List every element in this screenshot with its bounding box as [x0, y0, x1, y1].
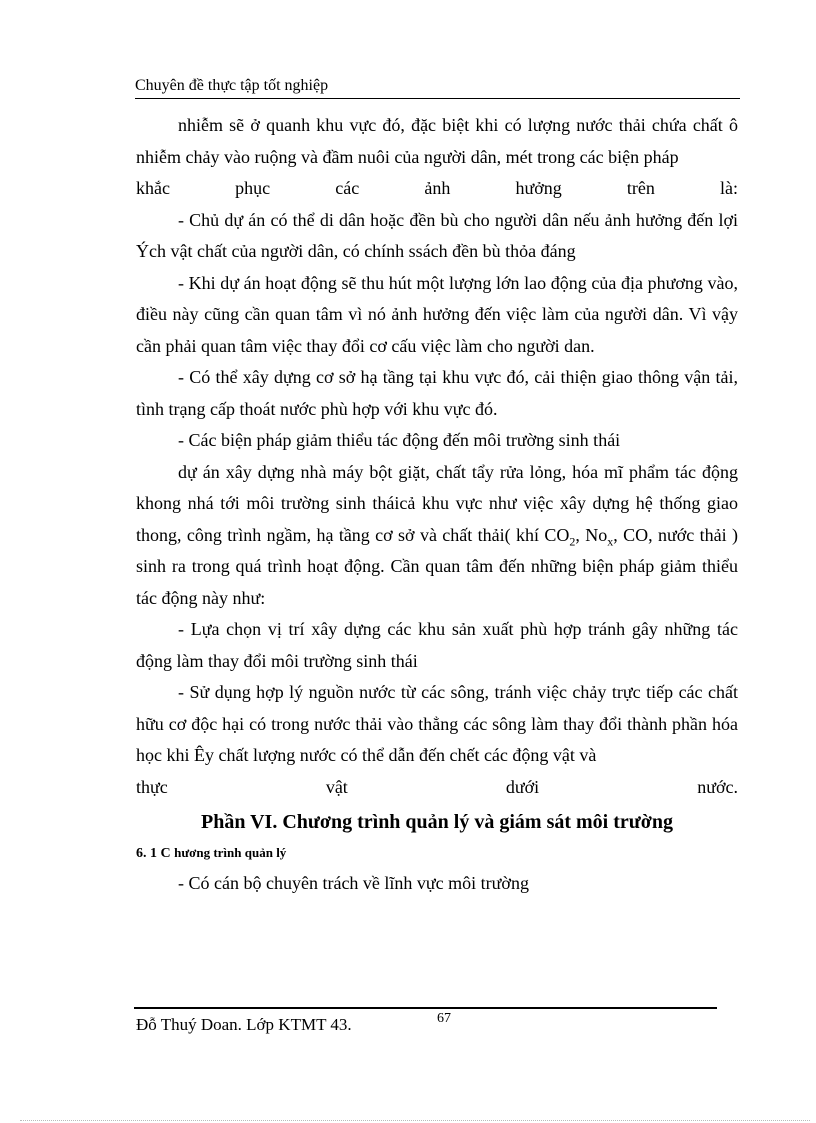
- page-header: [135, 76, 740, 99]
- section-title: Phần VI. Chương trình quản lý và giám sát môi trường: [201, 811, 673, 833]
- paragraph-8a: - Sử dụng hợp lý nguồn nước từ các sông, tránh việc chảy trực tiếp các chất hữu cơ độc hại có trong nước thải vào thẳng các sông làm thay đổi thành phần hóa học khi Êy chất lượng nước có thể dẫn đến chết các động vật và: [136, 682, 738, 765]
- paragraph-4: - Có thể xây dựng cơ sở hạ tầng tại khu vực đó, cải thiện giao thông vận tải, tình trạng cấp thoát nước phù hợp với khu vực đó.: [136, 367, 738, 419]
- paragraph-6-text-c: , CO, nước thải ) sinh ra trong quá trình hoạt động. Cần quan tâm đến những biện pháp giảm thiểu tác động này như:: [136, 524, 738, 608]
- subsection-name: hương trình quản lý: [174, 845, 287, 860]
- nox-subscript: x: [607, 534, 614, 549]
- co2-subscript: 2: [569, 534, 576, 549]
- page-number: 67: [437, 1011, 451, 1026]
- paragraph-6-text-a: dự án xây dựng nhà máy bột giặt, chất tẩy rửa lỏng, hóa mĩ phẩm tác động khong nhá tới môi trường sinh tháicả khu vực như việc xây dựng hệ thống giao thong, công trình ngầm, hạ tầng cơ sở và chất thải( khí CO: [136, 461, 738, 545]
- subsection-title: [136, 839, 738, 868]
- subsection-number: 6. 1 C: [136, 846, 171, 861]
- header-title: Chuyên đề thực tập tốt nghiệp: [135, 77, 329, 94]
- page-body: [136, 110, 738, 900]
- paragraph-7: - Lựa chọn vị trí xây dựng các khu sản xuất phù hợp tránh gây những tác động làm thay đổi môi trường sinh thái: [136, 619, 738, 671]
- footer-author: Đỗ Thuý Doan. Lớp KTMT 43.: [136, 1015, 352, 1034]
- paragraph-6: [136, 457, 738, 615]
- section-item-1: - Có cán bộ chuyên trách về lĩnh vực môi trường: [178, 873, 529, 893]
- paragraph-2: - Chủ dự án có thể di dân hoặc đền bù cho người dân nếu ảnh hưởng đến lợi Ých vật chất của người dân, có chính ssách đền bù thỏa đáng: [136, 209, 738, 261]
- paragraph-6-text-b: , No: [575, 524, 608, 545]
- paragraph-1b: khắc phục các ảnh hưởng trên là:: [136, 178, 738, 198]
- paragraph-8b: thực vật dưới nước.: [136, 776, 738, 797]
- footer-divider: [134, 1007, 717, 1009]
- paragraph-1a: nhiễm sẽ ở quanh khu vực đó, đặc biệt khi có lượng nước thải chứa chất ô nhiễm chảy vào ruộng và đầm nuôi của người dân, mét trong các biện pháp: [136, 115, 738, 167]
- paragraph-3: - Khi dự án hoạt động sẽ thu hút một lượng lớn lao động của địa phương vào, điều này cũng cần quan tâm vì nó ảnh hưởng đến việc làm của người dân. Vì vậy cần phải quan tâm việc thay đổi cơ cấu việc làm cho người dan.: [136, 272, 738, 356]
- page-bottom-border: [20, 1120, 810, 1121]
- paragraph-5: - Các biện pháp giảm thiểu tác động đến môi trường sinh thái: [178, 430, 621, 450]
